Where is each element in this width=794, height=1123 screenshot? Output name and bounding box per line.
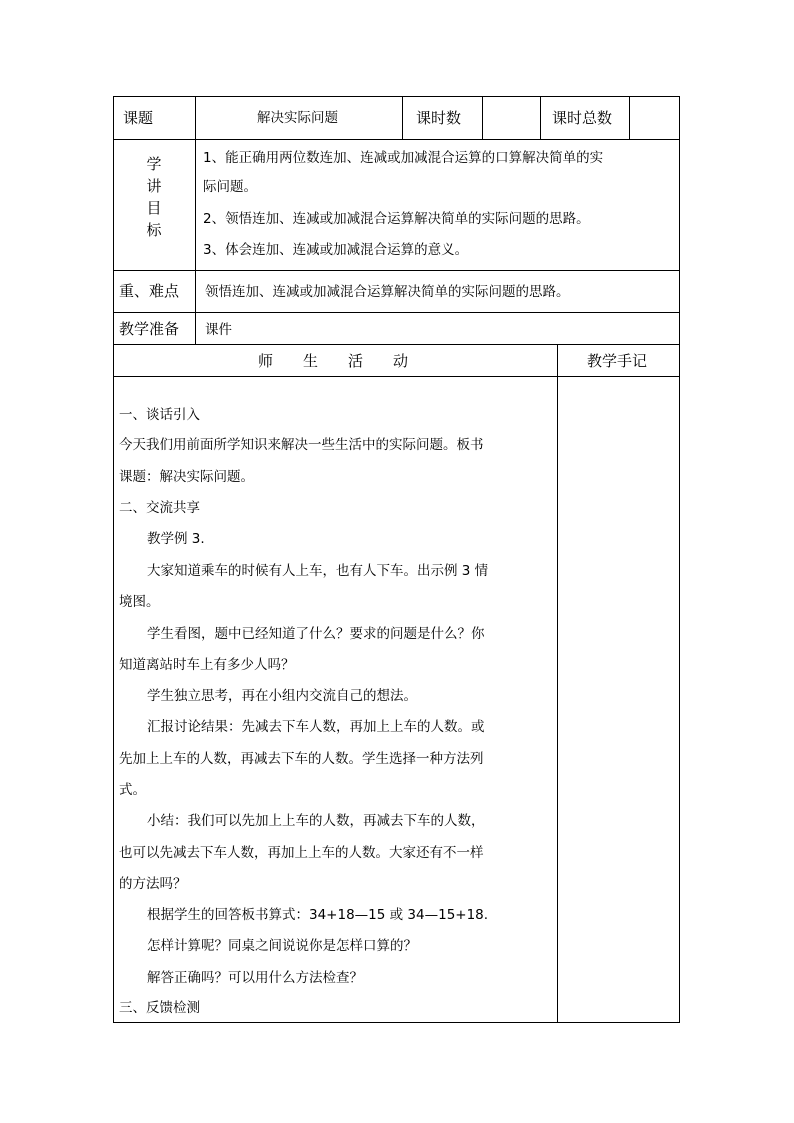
activity-line: 小结：我们可以先加上上车的人数，再减去下车的人数， (147, 813, 485, 829)
activity-line: 教学例 3. (147, 531, 205, 547)
activity-line: 式。 (119, 782, 146, 798)
activity-line: 的方法吗？ (119, 876, 187, 892)
activity-line: 学生看图，题中已经知道了什么？要求的问题是什么？你 (147, 626, 485, 642)
row-divider (113, 344, 680, 345)
activity-line: 先加上上车的人数，再减去下车的人数。学生选择一种方法列 (119, 751, 484, 767)
activity-line: 知道离站时车上有多少人吗？ (119, 657, 295, 673)
table-border-right (679, 96, 680, 1023)
activity-line: 大家知道乘车的时候有人上车，也有人下车。出示例 3 情 (147, 563, 489, 579)
objective-line: 1、能正确用两位数连加、连减或加减混合运算的口算解决简单的实 (203, 150, 604, 166)
activity-title: 师 生 活 动 (258, 352, 409, 370)
label-column-divider (195, 96, 196, 344)
key-points-value: 领悟连加、连减或加减混合运算解决简单的实际问题的思路。 (205, 284, 570, 300)
activity-line: 境图。 (119, 594, 160, 610)
total-hours-label: 课时总数 (552, 109, 613, 127)
activity-line: 汇报讨论结果：先减去下车人数，再加上上车的人数。或 (147, 719, 485, 735)
topic-value: 解决实际问题 (257, 110, 338, 126)
notes-label: 教学手记 (587, 352, 648, 370)
topic-label: 课题 (123, 109, 154, 127)
objective-line: 2、领悟连加、连减或加减混合运算解决简单的实际问题的思路。 (203, 211, 590, 227)
row-divider (113, 270, 680, 271)
preparation-value: 课件 (205, 322, 232, 338)
row-divider (113, 312, 680, 313)
objective-line: 际问题。 (203, 179, 257, 195)
preparation-label: 教学准备 (119, 320, 180, 338)
table-border-left (113, 96, 114, 1023)
table-border-top (113, 96, 680, 97)
objective-line: 3、体会连加、连减或加减混合运算的意义。 (203, 242, 469, 258)
header-divider (482, 96, 483, 139)
header-divider (629, 96, 630, 139)
objectives-label-char: 学 (146, 155, 162, 173)
activity-line: 学生独立思考，再在小组内交流自己的想法。 (147, 688, 417, 704)
header-divider (540, 96, 541, 139)
lesson-plan-table (113, 96, 680, 1023)
activity-line: 三、反馈检测 (119, 1000, 200, 1016)
activity-line: 课题：解决实际问题。 (119, 469, 254, 485)
objectives-label-char: 目 (146, 199, 162, 217)
activity-line: 解答正确吗？可以用什么方法检查？ (147, 970, 363, 986)
objectives-label-char: 标 (146, 221, 162, 239)
activity-line: 怎样计算呢？同桌之间说说你是怎样口算的？ (147, 938, 417, 954)
activity-line: 根据学生的回答板书算式：34+18—15 或 34—15+18. (147, 907, 489, 923)
row-divider (113, 139, 680, 140)
key-points-label: 重、难点 (119, 282, 180, 300)
header-divider (402, 96, 403, 139)
activity-line: 今天我们用前面所学知识来解决一些生活中的实际问题。板书 (119, 437, 484, 453)
objectives-label-char: 讲 (146, 177, 162, 195)
activity-line: 也可以先减去下车人数，再加上上车的人数。大家还有不一样 (119, 845, 484, 861)
row-divider (113, 376, 680, 377)
activity-line: 二、交流共享 (119, 500, 200, 516)
lesson-hours-label: 课时数 (416, 109, 462, 127)
activity-line: 一、谈话引入 (119, 407, 200, 423)
table-border-bottom (113, 1022, 680, 1023)
objectives-label (139, 153, 169, 241)
notes-column-divider (557, 344, 558, 1023)
